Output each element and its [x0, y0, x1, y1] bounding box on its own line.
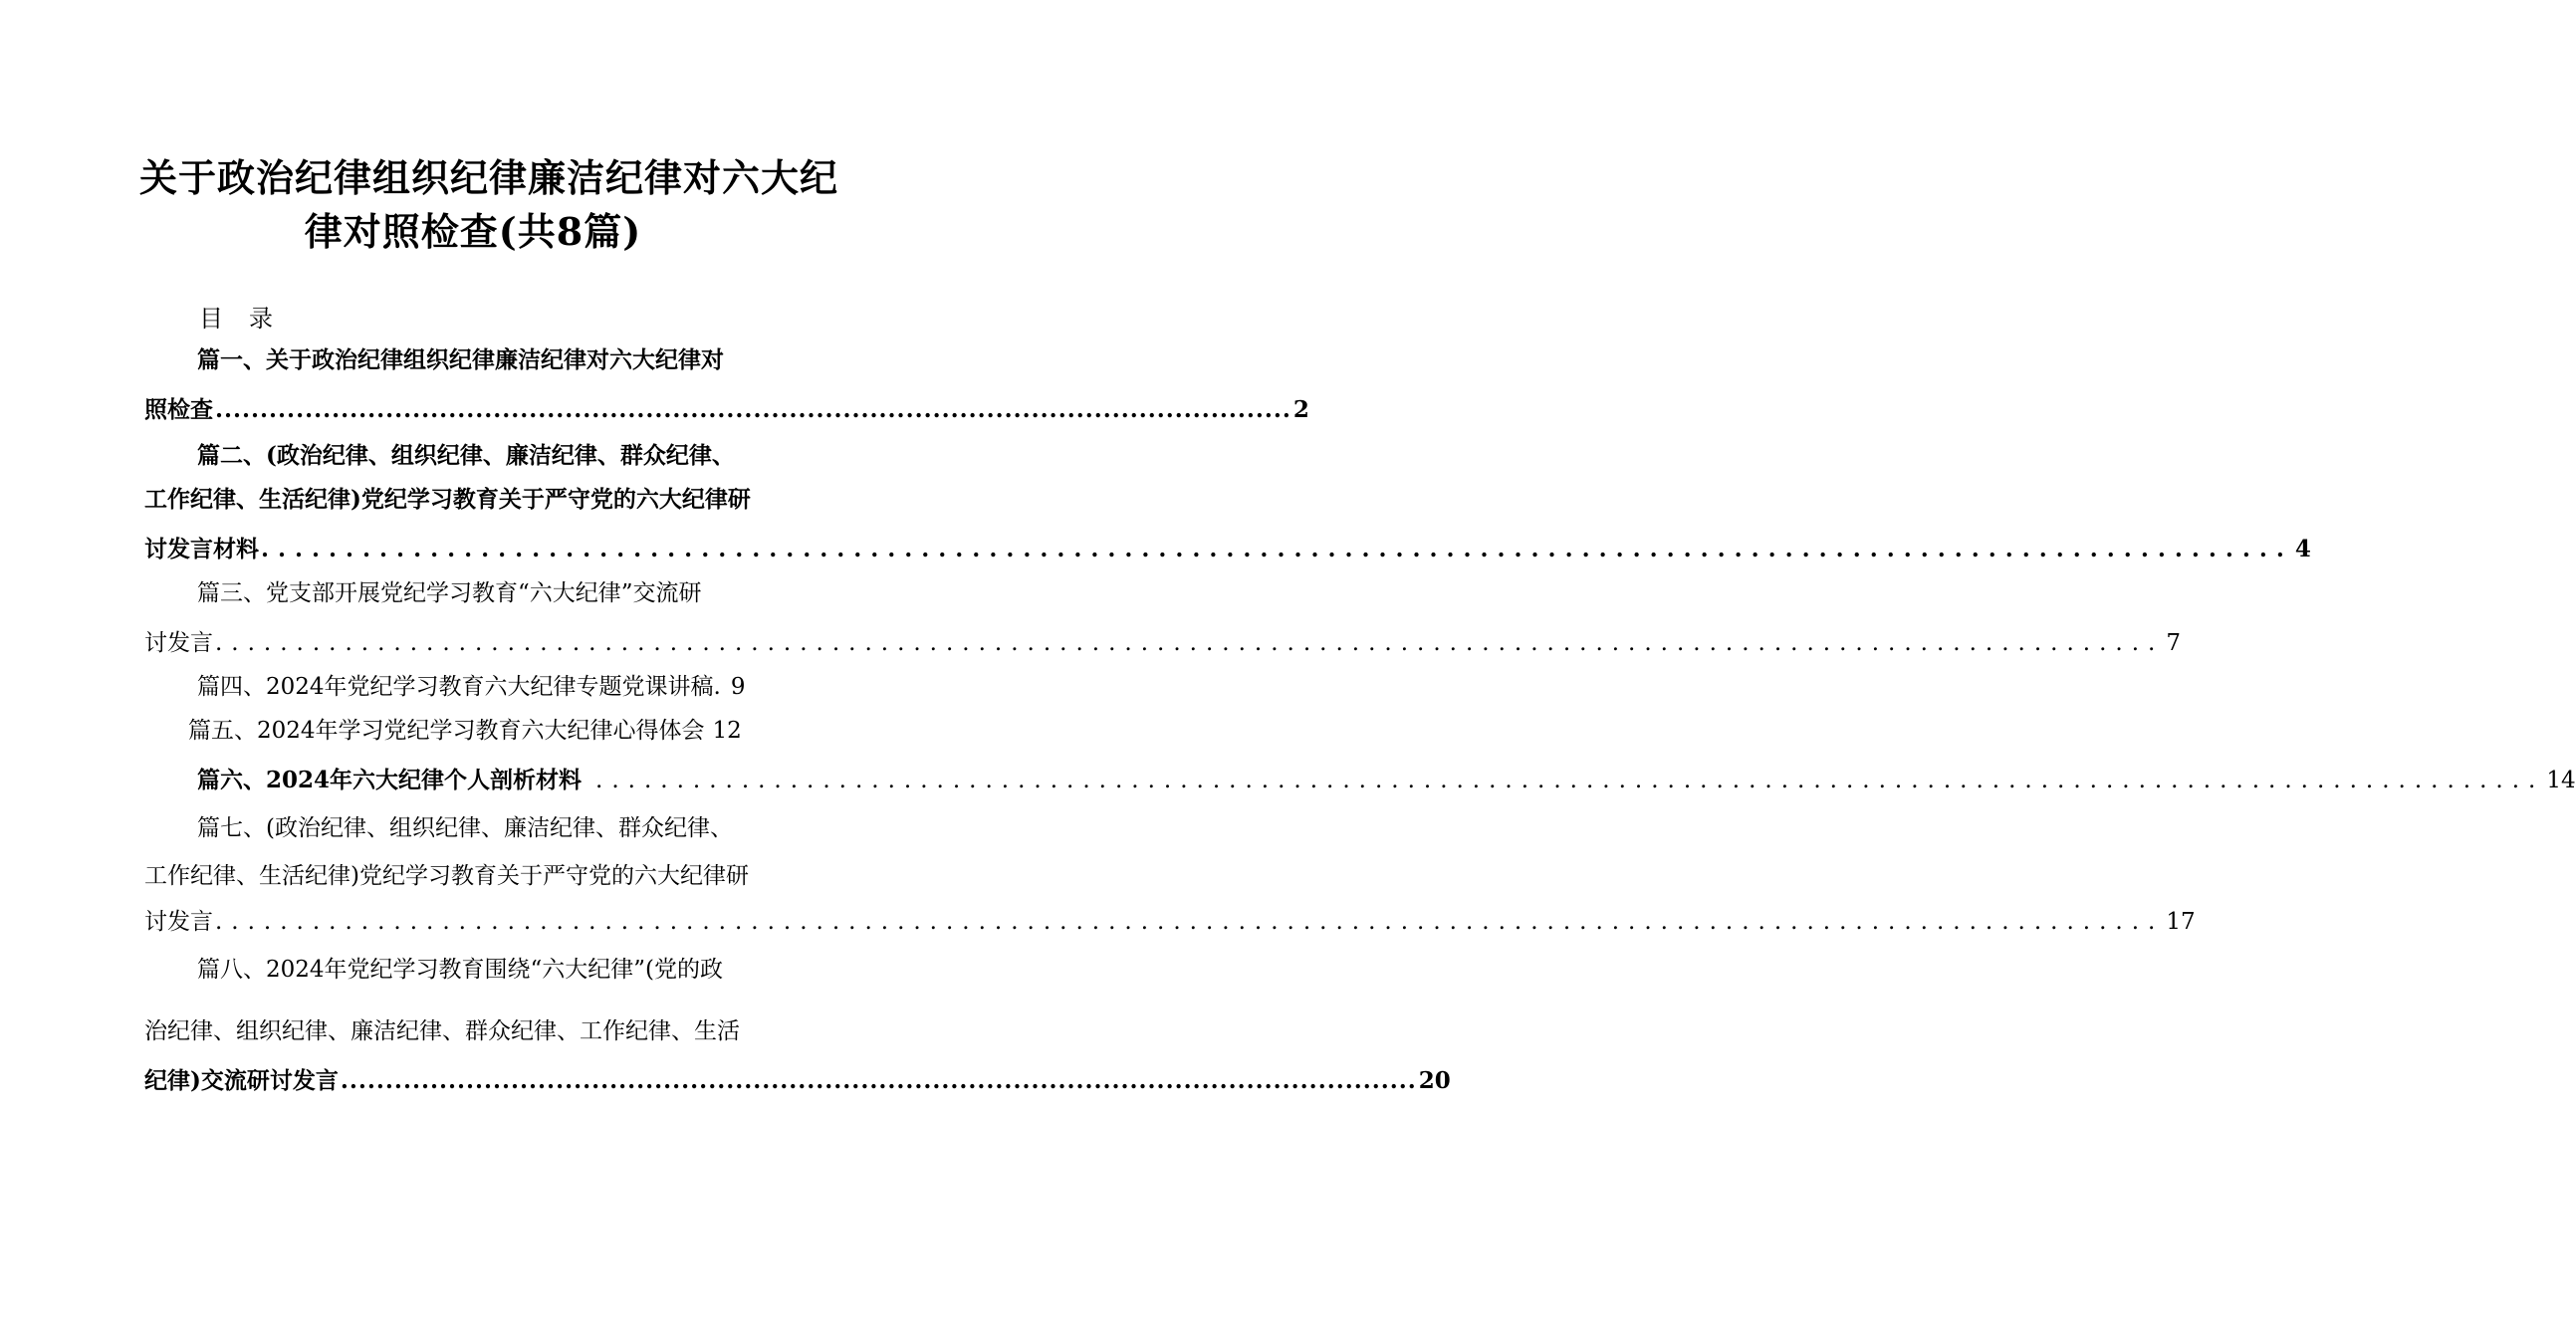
toc-entry-5-page: 12	[712, 718, 742, 744]
toc-entry-4-text: 篇四、2024年党纪学习教育六大纪律专题党课讲稿.	[197, 674, 721, 700]
toc-entry-7-text: 讨发言	[144, 909, 213, 935]
toc-entry-2-line-1[interactable]: 篇二、(政治纪律、组织纪律、廉洁纪律、群众纪律、	[197, 442, 735, 469]
toc-entry-8-line-3[interactable]	[144, 1063, 1451, 1099]
toc-entry-8-text: 纪律)交流研讨发言	[144, 1067, 339, 1094]
toc-entry-2-line-2[interactable]: 工作纪律、生活纪律)党纪学习教育关于严守党的六大纪律研	[144, 486, 751, 513]
toc-entry-7-leader: ........................................................................................................................	[215, 909, 2165, 935]
toc-entry-8-line-1[interactable]: 篇八、2024年党纪学习教育围绕“六大纪律”(党的政	[197, 957, 724, 983]
toc-entry-3-line-1[interactable]: 篇三、党支部开展党纪学习教育“六大纪律”交流研	[197, 580, 702, 606]
toc-entry-1-leader: ........................................................................................................................	[215, 396, 1291, 423]
toc-entry-3-page: 7	[2166, 630, 2181, 656]
toc-entry-8-leader: ........................................................................................................................	[340, 1067, 1417, 1094]
toc-entry-5[interactable]	[144, 713, 802, 749]
toc-heading: 目录	[199, 305, 299, 333]
toc-entry-2-page: 4	[2294, 536, 2311, 562]
toc-entry-1-line-2[interactable]	[144, 392, 1309, 428]
toc-entry-5-text: 篇五、2024年学习党纪学习教育六大纪律心得体会	[188, 718, 705, 744]
toc-entry-3-leader: ........................................................................................................................	[215, 630, 2165, 656]
toc-entry-4[interactable]	[144, 669, 802, 705]
document-title-line-1: 关于政治纪律组织纪律廉洁纪律对六大纪	[139, 155, 839, 200]
toc-entry-3-text: 讨发言	[144, 630, 213, 656]
toc-entry-2-leader: ........................................................................................................................	[261, 536, 2293, 562]
toc-entry-8-line-2[interactable]: 治纪律、组织纪律、廉洁纪律、群众纪律、工作纪律、生活	[144, 1018, 740, 1044]
toc-entry-6-page: 14	[2546, 768, 2576, 793]
toc-entry-2-line-3[interactable]	[144, 532, 2311, 567]
toc-entry-6[interactable]	[144, 763, 2576, 798]
document-title-line-2: 律对照检查(共8篇)	[304, 209, 642, 254]
toc-entry-7-line-3[interactable]	[144, 904, 2196, 940]
toc-entry-1-text: 照检查	[144, 396, 213, 423]
toc-entry-3-line-2[interactable]	[144, 625, 2181, 661]
toc-entry-2-text: 讨发言材料	[144, 536, 259, 562]
toc-entry-7-line-2[interactable]: 工作纪律、生活纪律)党纪学习教育关于严守党的六大纪律研	[144, 863, 749, 889]
toc-entry-7-line-1[interactable]: 篇七、(政治纪律、组织纪律、廉洁纪律、群众纪律、	[197, 815, 733, 841]
toc-entry-4-page: 9	[730, 674, 746, 700]
toc-entry-1-page: 2	[1292, 396, 1309, 423]
toc-entry-1-line-1[interactable]: 篇一、关于政治纪律组织纪律廉洁纪律对六大纪律对	[197, 346, 724, 373]
toc-entry-7-page: 17	[2166, 909, 2196, 935]
toc-entry-6-text: 篇六、2024年六大纪律个人剖析材料	[197, 767, 583, 793]
toc-entry-6-leader: ........................................................................................................................	[595, 768, 2545, 793]
toc-entry-8-page: 20	[1418, 1067, 1451, 1094]
